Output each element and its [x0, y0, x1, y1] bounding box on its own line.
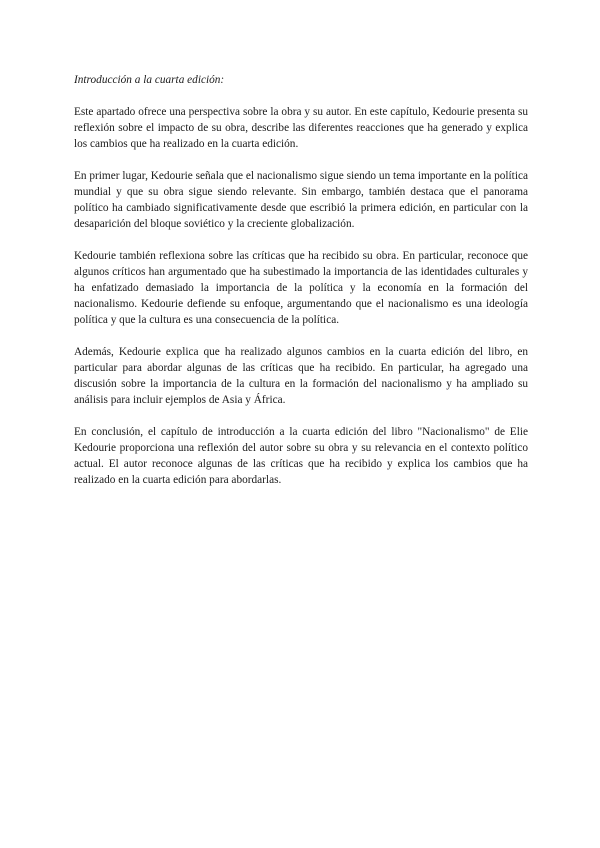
paragraph-changes: Además, Kedourie explica que ha realizado algunos cambios en la cuarta edición del libro, en particular para abordar algunas de las críticas que ha recibido. En particular, ha agregado una discusión sobre la importancia de la cultura en la formación del nacionalismo y ha ampliado su análisis para incluir ejemplos de Asia y África.	[74, 346, 528, 406]
document-page	[74, 72, 528, 504]
paragraph-conclusion: En conclusión, el capítulo de introducción a la cuarta edición del libro "Nacionalismo" de Elie Kedourie proporciona una reflexión del autor sobre su obra y su relevancia en el contexto político actual. El autor reconoce algunas de las críticas que ha recibido y explica los cambios que ha realizado en la cuarta edición para abordarlas.	[74, 426, 528, 486]
paragraph-intro: Este apartado ofrece una perspectiva sobre la obra y su autor. En este capítulo, Kedourie presenta su reflexión sobre el impacto de su obra, describe las diferentes reacciones que ha generado y explica los cambios que ha realizado en la cuarta edición.	[74, 106, 528, 150]
paragraph-first-point: En primer lugar, Kedourie señala que el nacionalismo sigue siendo un tema importante en la política mundial y que su obra sigue siendo relevante. Sin embargo, también destaca que el panorama político ha cambiado significativamente desde que escribió la primera edición, en particular con la desaparición del bloque soviético y la creciente globalización.	[74, 170, 528, 230]
paragraph-criticism: Kedourie también reflexiona sobre las críticas que ha recibido su obra. En particular, reconoce que algunos críticos han argumentado que ha subestimado la importancia de las identidades culturales y ha enfatizado demasiado la importancia de la política y la economía en la formación del nacionalismo. Kedourie defiende su enfoque, argumentando que el nacionalismo es una ideología política y que la cultura es una consecuencia de la política.	[74, 250, 528, 326]
section-heading: Introducción a la cuarta edición:	[74, 74, 225, 86]
